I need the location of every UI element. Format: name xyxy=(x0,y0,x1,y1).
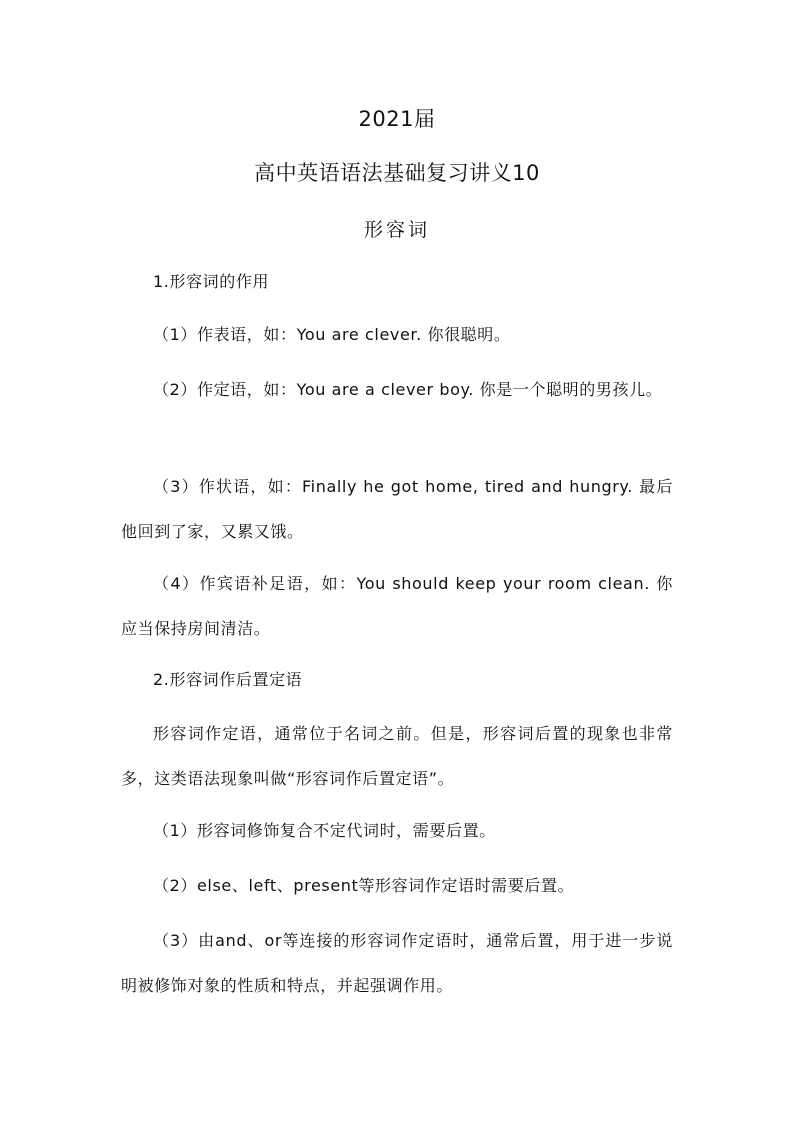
paragraph: （1）作表语，如：You are clever. 你很聪明。 xyxy=(153,325,511,344)
paragraph: （4）作宾语补足语，如：You should keep your room clean. 你应当保持房间清洁。 xyxy=(121,574,673,638)
paragraph: 形容词作定语，通常位于名词之前。但是，形容词后置的现象也非常多，这类语法现象叫做“形容词作后置定语”。 xyxy=(121,724,673,788)
paragraph-block xyxy=(121,464,673,554)
paragraph: 1.形容词的作用 xyxy=(153,272,270,291)
paragraph-block xyxy=(121,918,673,1008)
paragraph: （2）else、left、present等形容词作定语时需要后置。 xyxy=(153,876,575,895)
paragraph: 2.形容词作后置定语 xyxy=(153,670,303,689)
paragraph: （3）由and、or等连接的形容词作定语时，通常后置，用于进一步说明被修饰对象的性质和特点，并起强调作用。 xyxy=(121,931,673,995)
document-subtitle: 形容词 xyxy=(363,219,430,241)
document-year: 2021届 xyxy=(358,107,436,131)
section-heading-2 xyxy=(121,657,673,702)
paragraph-block xyxy=(121,367,673,412)
section-heading-1 xyxy=(121,259,673,304)
paragraph-block xyxy=(121,808,673,853)
paragraph: （1）形容词修饰复合不定代词时，需要后置。 xyxy=(153,821,496,840)
document-title: 高中英语语法基础复习讲义10 xyxy=(254,161,540,185)
paragraph: （2）作定语，如：You are a clever boy. 你是一个聪明的男孩儿。 xyxy=(153,380,663,399)
paragraph-block xyxy=(121,312,673,357)
paragraph-block xyxy=(121,711,673,801)
paragraph: （3）作状语，如：Finally he got home, tired and hungry. 最后他回到了家，又累又饿。 xyxy=(121,477,673,541)
paragraph-block xyxy=(121,863,673,908)
paragraph-block xyxy=(121,561,673,651)
